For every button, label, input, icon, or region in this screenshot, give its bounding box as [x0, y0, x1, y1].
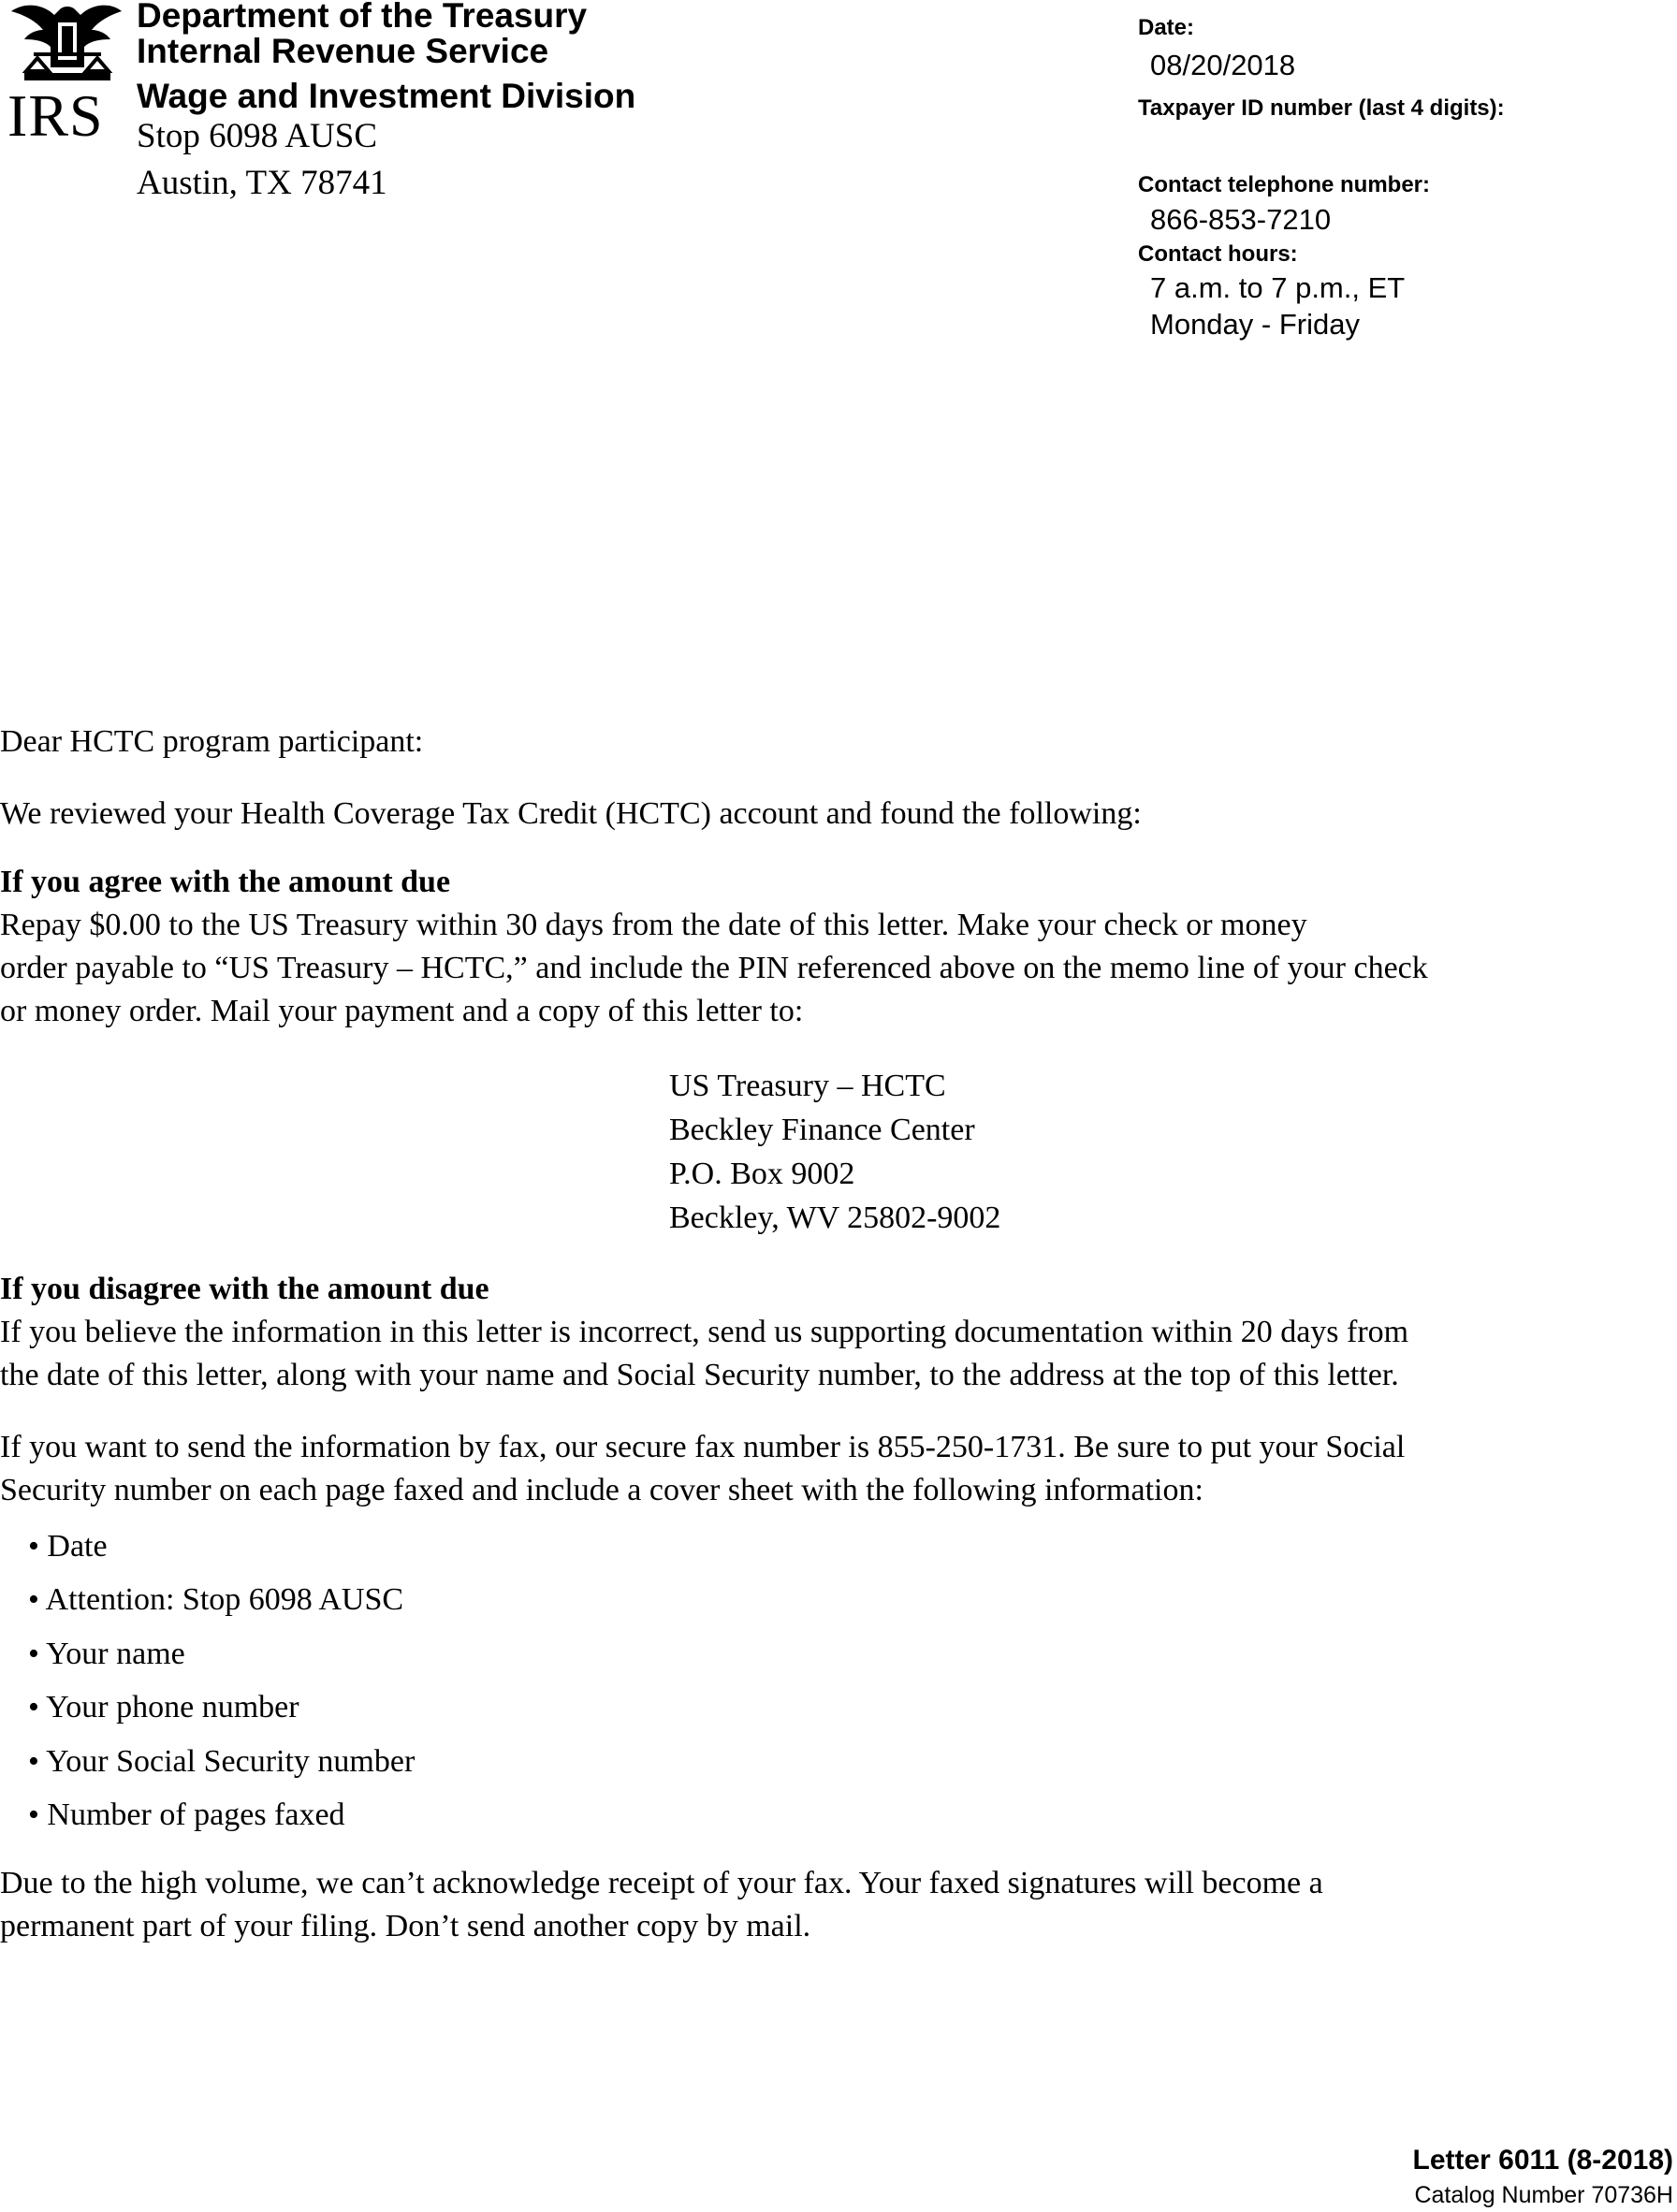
mail-address-line-4: Beckley, WV 25802-9002 — [669, 1201, 1001, 1235]
hours-time: 7 a.m. to 7 p.m., ET — [1150, 271, 1406, 304]
date-value: 08/20/2018 — [1150, 49, 1296, 81]
fax-item-name: • Your name — [28, 1637, 185, 1671]
mail-address-line-1: US Treasury – HCTC — [669, 1069, 946, 1103]
phone-value: 866-853-7210 — [1150, 203, 1332, 236]
agree-line-2: order payable to “US Treasury – HCTC,” and include the PIN referenced above on the memo line of your check — [0, 951, 1428, 985]
disagree-line-1: If you believe the information in this letter is incorrect, send us supporting documentation within 20 days from — [0, 1315, 1409, 1349]
agency-address-stop: Stop 6098 AUSC — [137, 117, 378, 155]
letter-id: Letter 6011 (8-2018) — [1412, 2145, 1673, 2176]
agency-address-city: Austin, TX 78741 — [137, 164, 387, 202]
fax-item-date: • Date — [28, 1529, 108, 1564]
taxpayer-id-label: Taxpayer ID number (last 4 digits): — [1138, 95, 1505, 121]
agree-line-1: Repay $0.00 to the US Treasury within 30 days from the date of this letter. Make your check or money — [0, 908, 1307, 942]
mail-address-line-3: P.O. Box 9002 — [669, 1157, 855, 1191]
fax-line-2: Security number on each page faxed and include a cover sheet with the following information: — [0, 1473, 1203, 1507]
intro-paragraph: We reviewed your Health Coverage Tax Credit (HCTC) account and found the following: — [0, 796, 1142, 831]
closing-line-1: Due to the high volume, we can’t acknowledge receipt of your fax. Your faxed signatures will become a — [0, 1866, 1323, 1900]
catalog-number: Catalog Number 70736H — [1414, 2182, 1673, 2208]
mail-address-line-2: Beckley Finance Center — [669, 1113, 975, 1147]
fax-item-pages: • Number of pages faxed — [28, 1797, 345, 1832]
disagree-heading: If you disagree with the amount due — [0, 1272, 489, 1306]
closing-line-2: permanent part of your filing. Don’t send another copy by mail. — [0, 1909, 811, 1943]
agency-line-irs: Internal Revenue Service — [137, 32, 549, 70]
hours-days: Monday - Friday — [1150, 308, 1360, 341]
fax-item-attention: • Attention: Stop 6098 AUSC — [28, 1582, 404, 1617]
irs-eagle-seal-icon — [6, 2, 125, 86]
agency-line-division: Wage and Investment Division — [137, 77, 636, 115]
agree-line-3: or money order. Mail your payment and a copy of this letter to: — [0, 994, 804, 1028]
date-label: Date: — [1138, 15, 1195, 40]
fax-item-phone: • Your phone number — [28, 1690, 299, 1724]
fax-item-ssn: • Your Social Security number — [28, 1744, 416, 1779]
agree-heading: If you agree with the amount due — [0, 865, 451, 899]
irs-logo-text: IRS — [7, 82, 104, 149]
phone-label: Contact telephone number: — [1138, 172, 1431, 197]
hours-label: Contact hours: — [1138, 241, 1298, 267]
salutation: Dear HCTC program participant: — [0, 724, 424, 759]
fax-line-1: If you want to send the information by fax, our secure fax number is 855-250-1731. Be sure to put your Social — [0, 1430, 1406, 1464]
agency-line-treasury: Department of the Treasury — [137, 0, 588, 35]
disagree-line-2: the date of this letter, along with your name and Social Security number, to the address at the top of this letter. — [0, 1358, 1399, 1392]
